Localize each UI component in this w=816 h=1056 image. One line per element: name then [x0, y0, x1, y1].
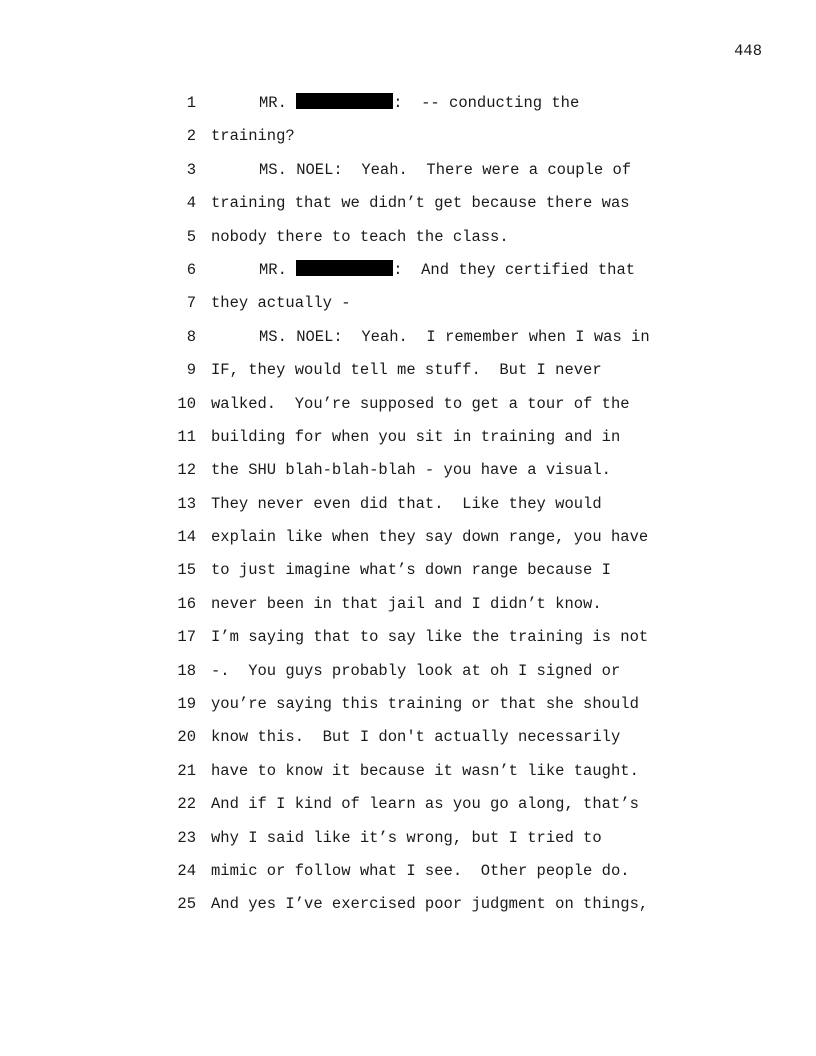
line-content: And yes I’ve exercised poor judgment on things,	[211, 895, 649, 914]
line-number: 19	[177, 695, 196, 714]
transcript-line	[0, 588, 816, 621]
line-content: MS. NOEL: Yeah. I remember when I was in	[259, 327, 650, 346]
line-content: : -- conducting the	[393, 94, 580, 112]
line-text	[211, 721, 620, 754]
transcript-line	[0, 788, 816, 821]
line-number: 2	[186, 127, 196, 146]
line-content: building for when you sit in training and in	[211, 427, 621, 446]
line-content: explain like when they say down range, you have	[211, 528, 649, 547]
line-text	[211, 421, 620, 454]
line-text	[211, 588, 602, 621]
line-text	[211, 822, 602, 855]
transcript-line	[0, 187, 816, 220]
transcript-line	[0, 87, 816, 120]
line-content: walked. You’re supposed to get a tour of the	[211, 394, 630, 413]
line-text	[211, 87, 579, 120]
line-content: I’m saying that to say like the training is not	[211, 628, 649, 647]
line-content: : And they certified that	[393, 260, 636, 279]
line-text	[211, 788, 639, 821]
line-number: 5	[186, 227, 196, 246]
speaker-label: MR.	[259, 260, 297, 279]
line-number: 23	[177, 828, 196, 847]
transcript-line	[0, 321, 816, 354]
transcript-line	[0, 655, 816, 688]
transcript-body	[0, 87, 816, 922]
line-content: why I said like it’s wrong, but I tried to	[211, 828, 602, 847]
transcript-line	[0, 354, 816, 387]
line-number: 11	[177, 427, 196, 446]
line-content: training?	[211, 127, 295, 146]
line-text	[211, 855, 630, 888]
line-number: 10	[177, 394, 196, 413]
line-text	[211, 655, 620, 688]
line-content: IF, they would tell me stuff. But I never	[211, 361, 602, 380]
line-number: 16	[177, 594, 196, 613]
line-text	[211, 488, 602, 521]
line-content: you’re saying this training or that she should	[211, 695, 639, 714]
line-text	[211, 154, 631, 187]
line-number: 1	[186, 94, 196, 112]
transcript-line	[0, 688, 816, 721]
transcript-line	[0, 721, 816, 754]
line-number: 22	[177, 795, 196, 814]
redaction-block	[296, 260, 393, 276]
line-content: They never even did that. Like they would	[211, 494, 602, 513]
line-number: 17	[177, 628, 196, 647]
transcript-line	[0, 755, 816, 788]
line-text	[211, 187, 630, 220]
line-content: nobody there to teach the class.	[211, 227, 509, 246]
transcript-line	[0, 888, 816, 921]
line-content: MS. NOEL: Yeah. There were a couple of	[259, 160, 632, 179]
line-number: 21	[177, 761, 196, 780]
redaction-block	[296, 93, 393, 109]
transcript-line	[0, 221, 816, 254]
line-number: 14	[177, 528, 196, 547]
line-content: the SHU blah-blah-blah - you have a visual.	[211, 461, 611, 480]
line-text	[211, 254, 635, 287]
line-number: 15	[177, 561, 196, 580]
line-text	[211, 120, 295, 153]
line-text	[211, 321, 650, 354]
line-content: have to know it because it wasn’t like taught.	[211, 761, 639, 780]
transcript-line	[0, 120, 816, 153]
line-number: 18	[177, 661, 196, 680]
line-content: they actually -	[211, 294, 351, 313]
transcript-line	[0, 855, 816, 888]
line-text	[211, 221, 509, 254]
line-number: 4	[186, 194, 196, 213]
line-number: 25	[177, 895, 196, 914]
line-text	[211, 688, 639, 721]
line-text	[211, 388, 630, 421]
line-number: 6	[186, 260, 196, 279]
line-number: 3	[186, 160, 196, 179]
line-number: 12	[177, 461, 196, 480]
line-content: -. You guys probably look at oh I signed or	[211, 661, 621, 680]
line-number: 9	[186, 361, 196, 380]
speaker-label: MR.	[259, 94, 297, 112]
line-text	[211, 755, 639, 788]
line-text	[211, 521, 648, 554]
transcript-line	[0, 454, 816, 487]
transcript-line	[0, 421, 816, 454]
line-content: to just imagine what’s down range because I	[211, 561, 611, 580]
transcript-line	[0, 488, 816, 521]
transcript-line	[0, 254, 816, 287]
line-number: 8	[186, 327, 196, 346]
line-content: never been in that jail and I didn’t know.	[211, 594, 602, 613]
transcript-line	[0, 521, 816, 554]
line-number: 20	[177, 728, 196, 747]
transcript-line	[0, 554, 816, 587]
line-text	[211, 287, 351, 320]
transcript-line	[0, 822, 816, 855]
line-number: 13	[177, 494, 196, 513]
page-number: 448	[734, 42, 762, 60]
line-content: And if I kind of learn as you go along, that’s	[211, 795, 639, 814]
transcript-line	[0, 621, 816, 654]
line-text	[211, 354, 602, 387]
line-content: know this. But I don't actually necessarily	[211, 728, 621, 747]
transcript-line	[0, 287, 816, 320]
line-text	[211, 554, 611, 587]
line-text	[211, 621, 648, 654]
line-text	[211, 454, 611, 487]
line-text	[211, 888, 648, 921]
transcript-line	[0, 154, 816, 187]
line-content: mimic or follow what I see. Other people do.	[211, 861, 630, 880]
transcript-line	[0, 388, 816, 421]
line-content: training that we didn’t get because there was	[211, 194, 630, 213]
line-number: 24	[177, 861, 196, 880]
line-number: 7	[186, 294, 196, 313]
